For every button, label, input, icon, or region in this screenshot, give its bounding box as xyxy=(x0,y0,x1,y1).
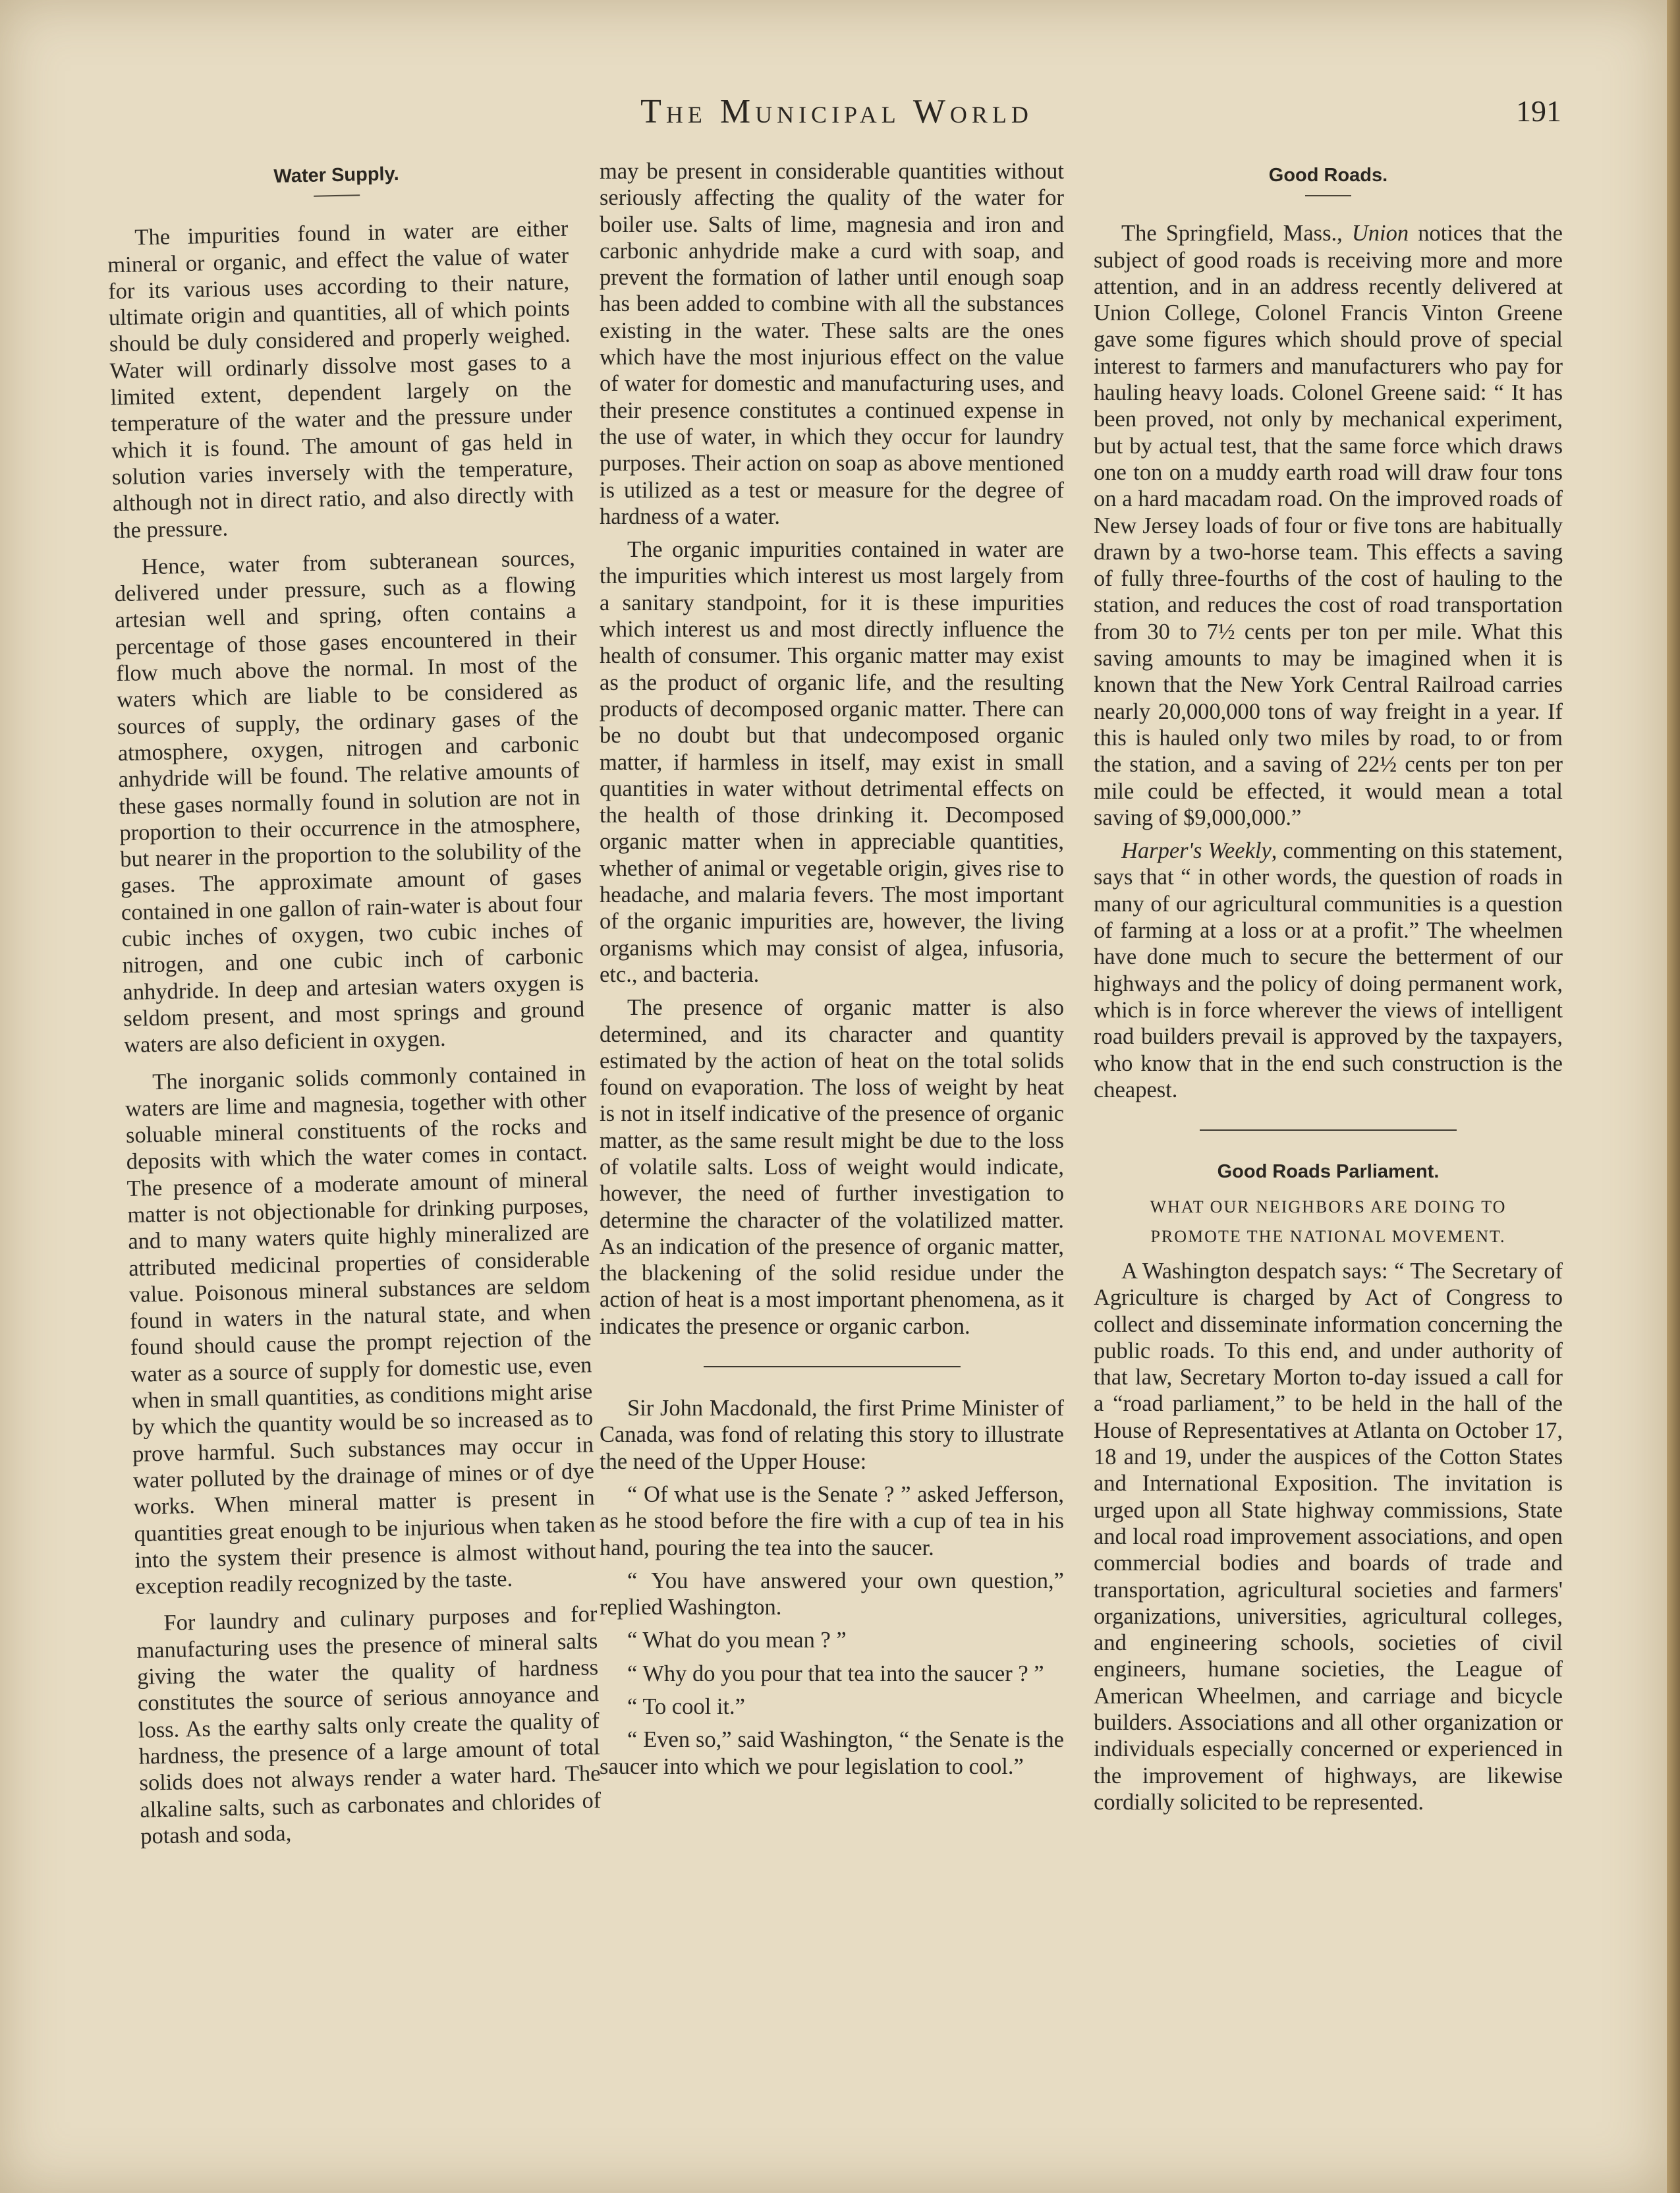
article-heading-good-roads-parliament: Good Roads Parliament. xyxy=(1217,1161,1440,1183)
heading-dash xyxy=(1305,195,1351,196)
anecdote-paragraph: “ To cool it.” xyxy=(627,1694,745,1720)
page-edge xyxy=(1667,0,1680,2193)
anecdote-paragraph: “ You have answered your own question,” replied Washington. xyxy=(600,1568,1064,1620)
paragraph: For laundry and culinary purposes and for manufacturing uses the presence of mineral salts giving the water the quality of hardness constitutes the source of serious annoyance and loss. As the earthy salts only create the quality of hardness, the presence of a large amount of total solids does not always render a water hard. The alkaline salts, such as carbonates and chlorides of potash and soda, xyxy=(136,1601,602,1849)
column-2 xyxy=(600,158,1064,1780)
paragraph xyxy=(1094,838,1563,1103)
section-rule xyxy=(1200,1129,1457,1131)
subheading-line: WHAT OUR NEIGHBORS ARE DOING TO xyxy=(1150,1197,1507,1217)
text-run: The Springfield, Mass., xyxy=(1121,221,1352,246)
paragraph: The organic impurities contained in water are the impurities which interest us most largely from a sanitary standpoint, for it is these impurities which interest us and most directly influence the health of consumer. This organic matter may exist as the product of organic life, and the resulting products of decomposed organic matter. There can be no doubt but that undecomposed organic matter, if harmless in itself, may exist in small quantities in water without detrimental effects on the health of those drinking it. Decomposed organic matter when in appreciable quantities, whether of animal or vegetable origin, gives rise to headache, and malaria fevers. The most important of the organic impurities are, however, the living organisms which may consist of algea, infusoria, etc., and bacteria. xyxy=(600,537,1064,987)
paragraph: The impurities found in water are either mineral or organic, and effect the value of water for its various uses according to their nature, ultimate origin and quantities, all of which points should be duly considered and properly weighed. Water will ordinarly dissolve most gases to a limited extent, dependent largely on the temperature of the water and the pressure under which it is found. The amount of gas held in solution varies inversely with the temperature, although not in direct ratio, and also directly with the pressure. xyxy=(107,215,574,543)
anecdote-paragraph: “ Even so,” said Washington, “ the Senate is the saucer into which we pour legislation to cool.” xyxy=(600,1727,1064,1779)
paragraph: Hence, water from subteranean sources, delivered under pressure, such as a flowing artesian well and spring, often contains a percentage of those gases encountered in their flow much above the normal. In most of the waters which are liable to be considered as sources of supply, the ordinary gases of the atmosphere, oxygen, nitrogen and carbonic anhydride will be found. The relative amounts of these gases normally found in solution are not in proportion to their occurrence in the atmosphere, but nearer in the proportion to the solubility of the gases. The approximate amount of gases contained in one gallon of rain-water is about four cubic inches of oxygen, two cubic inches of nitrogen, and one cubic inch of carbonic anhydride. In deep and artesian waters oxygen is seldom present, and most springs and ground waters are also deficient in oxygen. xyxy=(114,545,585,1058)
article-heading-water-supply: Water Supply. xyxy=(273,163,399,187)
paragraph xyxy=(1094,220,1563,831)
column-1 xyxy=(105,154,602,1850)
text-run: notices that the subject of good roads is receiving more and more attention, and in an address recently delivered at Union College, Colonel Francis Vinton Greene gave some figures which should prove of special interest to farmers and manufacturers who pay for hauling heavy loads. Colonel Greene said: “ It has been proved, not only by mechanical experiment, but by actual test, that the same force which draws one ton on a muddy earth road will draw four tons on a hard macadam road. On the improved roads of New Jersey loads of four or five tons are habitually drawn by a two-horse team. This effects a saving of fully three-fourths of the cost of hauling to the station, and reduces the cost of road transportation from 30 to 7½ cents per ton per mile. What this saving amounts to may be imagined when it is known that the New York Central Railroad carries nearly 20,000,000 tons of way freight in a year. If this is hauled only two miles by road, to or from the station, and a saving of 22½ cents per ton per mile could be effected, it would mean a total saving of $9,000,000.” xyxy=(1094,221,1563,830)
paragraph: A Washington despatch says: “ The Secretary of Agriculture is charged by Act of Congress to collect and disseminate information concerning the public roads. To this end, and under authority of that law, Secretary Morton to-day issued a call for a “road parliament,” to be held in the hall of the House of Representatives at Atlanta on October 17, 18 and 19, under the auspices of the Cotton States and International Exposition. The invitation is urged upon all State highway commissions, State and local road improvement associations, and open commercial bodies and boards of trade and transportation, agricultural societies and farmers' organizations, universities, agricultural colleges, and engineering schools, societies of civil engineers, humane societies, the League of American Wheelmen, and carriage and bicycle builders. Associations and all other organization or individuals especially concerned or experienced in the improvement of highways, are likewise cordially solicited to be represented. xyxy=(1094,1258,1563,1815)
heading-dash xyxy=(314,195,360,197)
subheading-line: PROMOTE THE NATIONAL MOVEMENT. xyxy=(1150,1226,1506,1246)
paragraph: The inorganic solids commonly contained in waters are lime and magnesia, together with other soluable mineral constituents of the rocks and deposits with which the water comes in contact. The presence of a moderate amount of mineral matter is not objectionable for drinking purposes, and to many waters quite highly mineralized are attributed medicinal properties of considerable value. Poisonous mineral substances are seldom found in waters in the natural state, and when found should cause the prompt rejection of the water as a source of supply for domestic use, even when in small quantities, as conditions might arise by which the quantity would be so increased as to prove harmful. Such substances may occur in water polluted by the drainage of mines or of dye works. When mineral matter is present in quantities great enough to be injurious when taken into the system their presence is almost without exception readily recognized by the taste. xyxy=(125,1060,596,1599)
journal-name: Union xyxy=(1351,221,1409,246)
anecdote-paragraph: “ What do you mean ? ” xyxy=(627,1628,847,1653)
article-heading-good-roads: Good Roads. xyxy=(1268,165,1388,186)
paragraph-continued: may be present in considerable quantities without seriously affecting the quality of the water for boiler use. Salts of lime, magnesia and iron and carbonic anhydride make a curd with soap, and prevent the formation of lather until enough soap has been added to combine with all the substances existing in the water. These salts are the ones which have the most injurious effect on the value of water for domestic and manufacturing uses, and their presence constitutes a continued expense in the use of water, in which they occur for laundry purposes. Their action on soap as above mentioned is utilized as a test or measure for the degree of hardness of a water. xyxy=(600,159,1064,529)
anecdote-paragraph: “ Why do you pour that tea into the saucer ? ” xyxy=(627,1661,1044,1686)
section-rule xyxy=(704,1366,961,1367)
anecdote-paragraph: “ Of what use is the Senate ? ” asked Jefferson, as he stood before the fire with a cup of tea in his hand, pouring the tea into the saucer. xyxy=(600,1481,1064,1560)
text-run: , commenting on this statement, says that “ in other words, the question of roads in many of our agricultural communities is a question of farming at a loss or at a profit.” The wheelmen have done much to secure the betterment of our highways and the policy of doing permanent work, which is in force wherever the views of intelligent road builders prevail is approved by the taxpayers, who know that in the end such construction is the cheapest. xyxy=(1094,838,1563,1102)
anecdote-paragraph: Sir John Macdonald, the first Prime Minister of Canada, was fond of relating this story to illustrate the need of the Upper House: xyxy=(600,1396,1064,1474)
column-3 xyxy=(1094,158,1563,1815)
journal-name: Harper's Weekly xyxy=(1121,838,1272,864)
running-head xyxy=(105,92,1568,138)
journal-title: The Municipal World xyxy=(640,93,1033,130)
page-number: 191 xyxy=(1516,94,1561,128)
paragraph: The presence of organic matter is also determined, and its character and quantity estimated by the action of heat on the total solids found on evaporation. The loss of weight by heat is not in itself indicative of the presence of organic matter, as the same result might be due to the loss of volatile salts. Loss of weight would indicate, however, the need of further investigation to determine the character of the volatilized matter. As an indication of the presence of organic matter, the blackening of the solid residue under the action of heat is a most important phenomena, as it indicates the presence or organic carbon. xyxy=(600,995,1064,1339)
